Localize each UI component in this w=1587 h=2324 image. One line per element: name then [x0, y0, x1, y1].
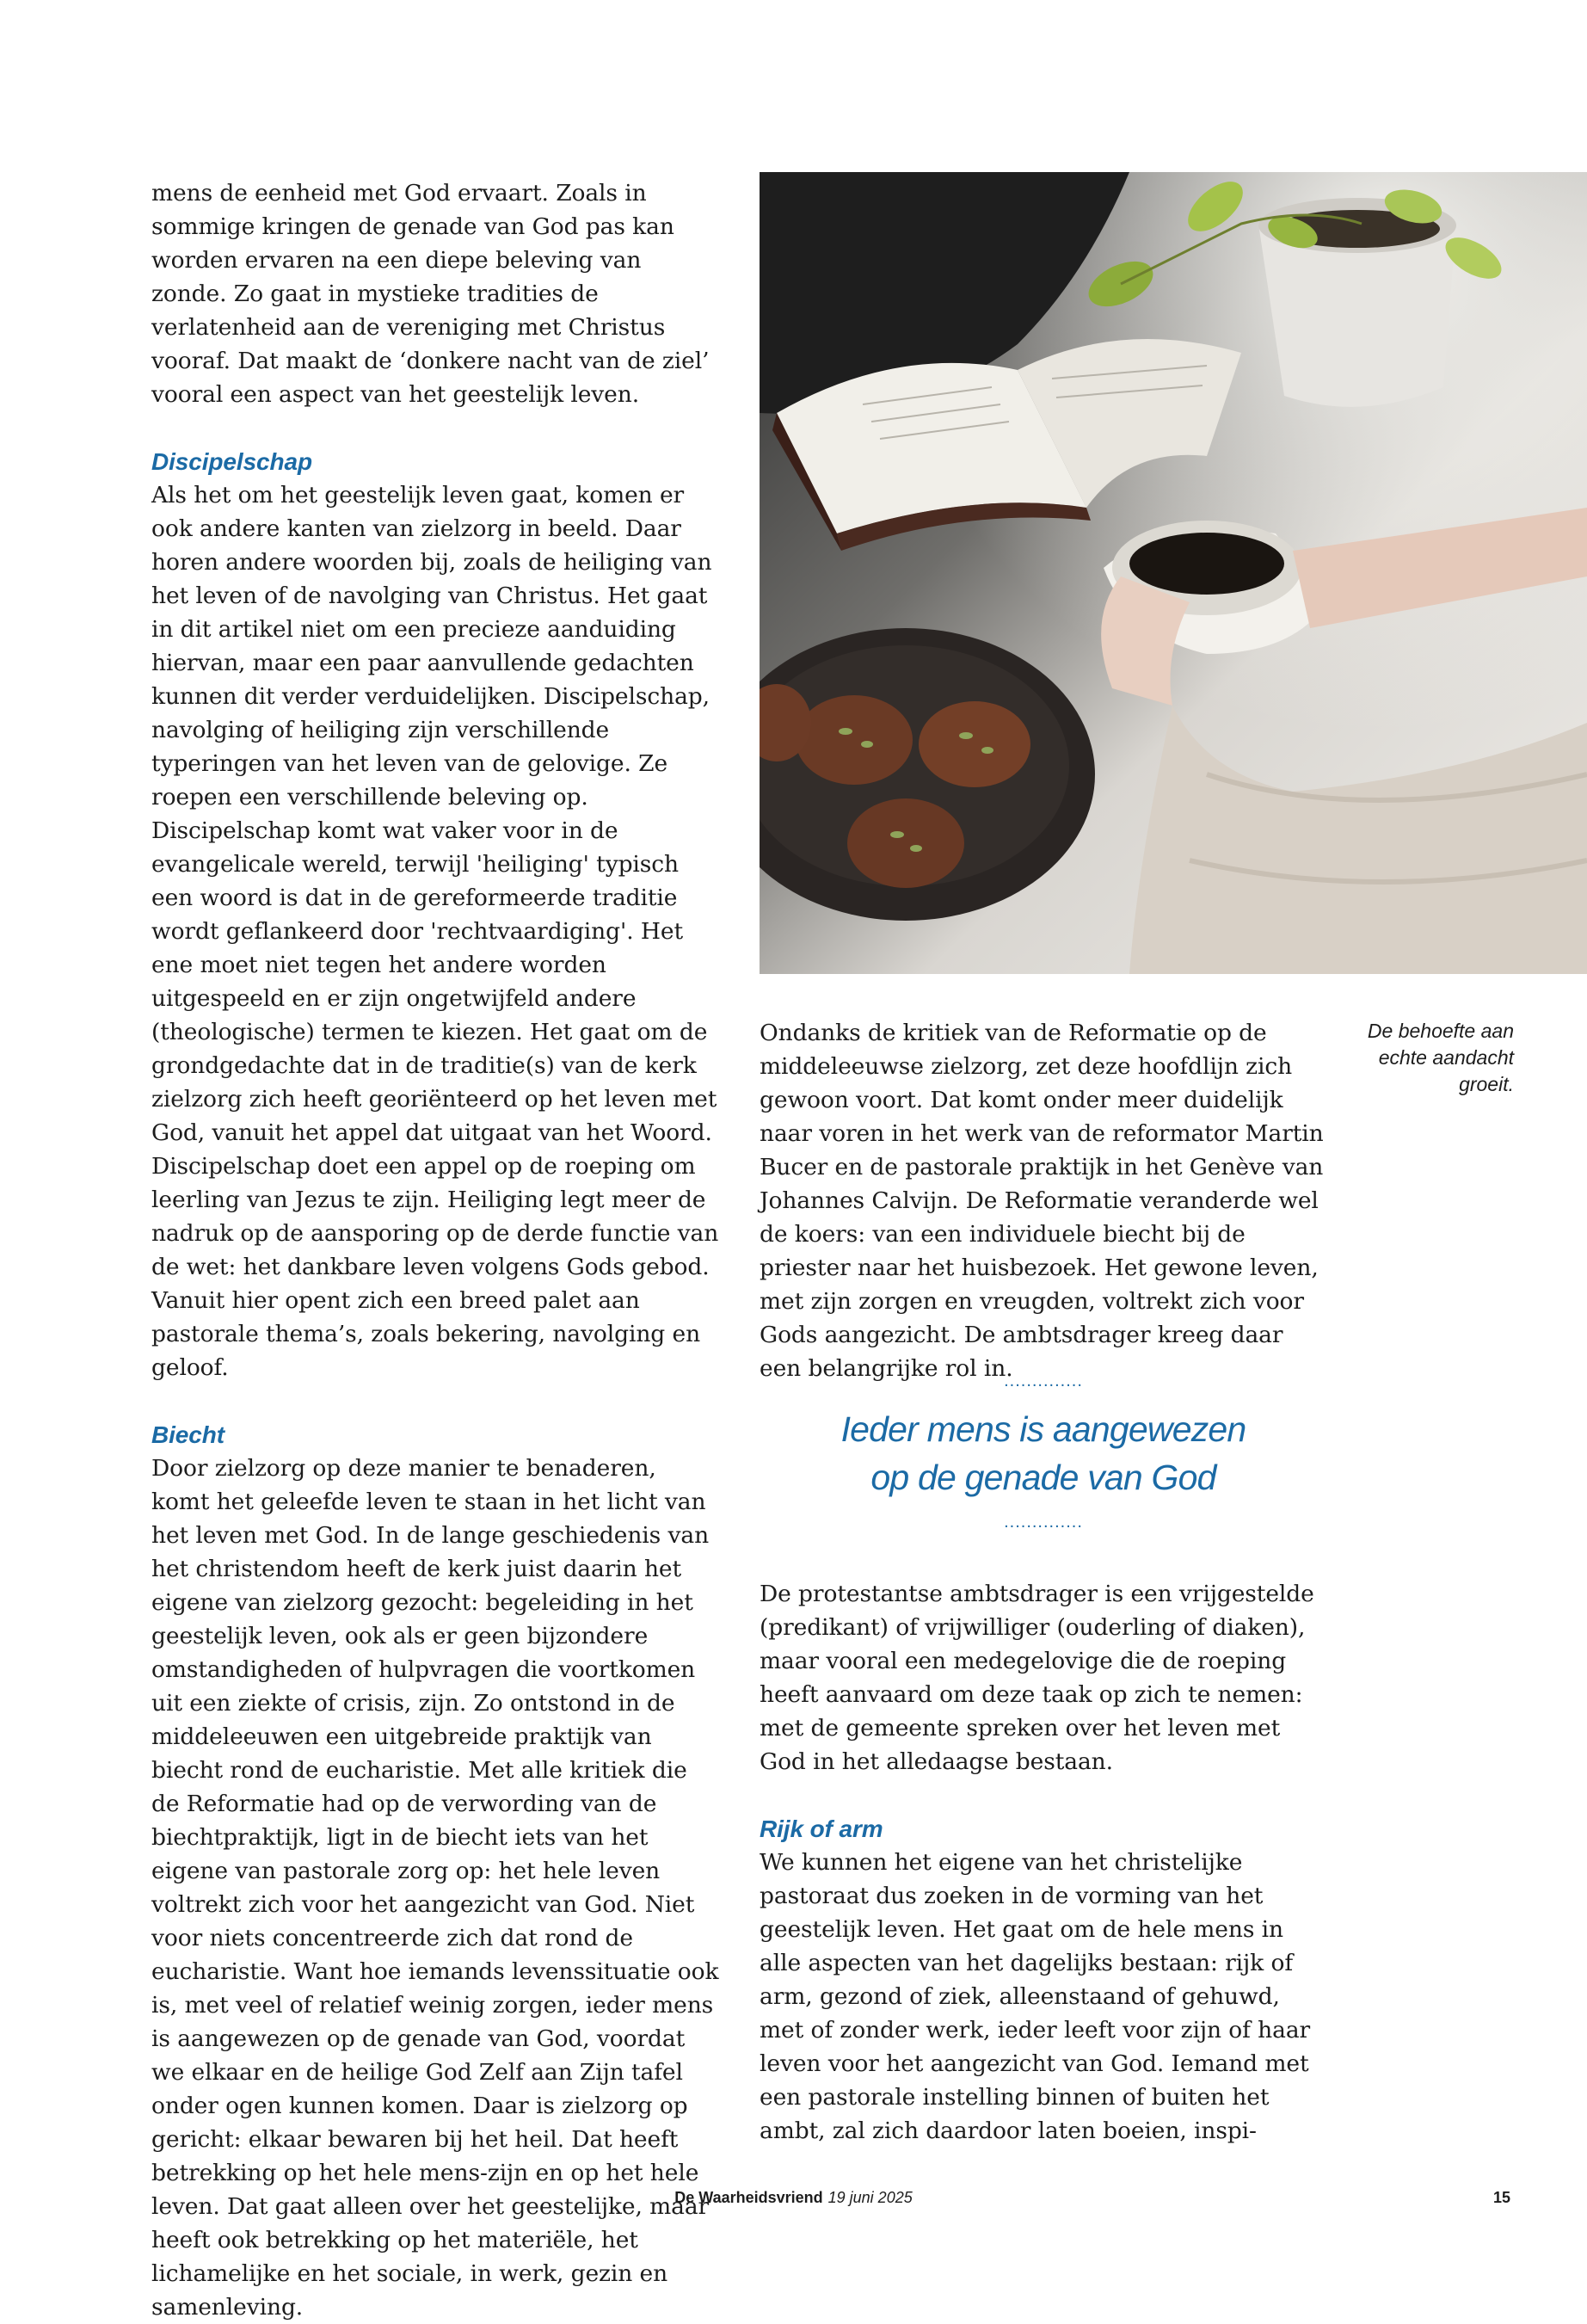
caption-line: groeit.: [1459, 1073, 1514, 1095]
caption-line: echte aandacht: [1378, 1046, 1514, 1069]
rijk-of-arm-paragraph: We kunnen het eigene van het christelijke pastoraat dus zoeken in de vorming van het geestelijk leven. Het gaat om de hele mens in alle aspecten van het dagelijks bestaan: rijk of arm, gezond of ziek, alleenstaand of gehuwd, met of zonder werk, ieder leeft voor zijn of haar leven voor het aangezicht van God. Iemand met een pastorale instelling binnen of buiten het ambt, zal zich daardoor laten boeien, inspi-: [760, 1849, 1311, 2144]
left-column: [151, 176, 719, 2324]
pull-quote-divider-bottom: ..............: [1004, 1513, 1083, 1532]
footer-publication: [0, 2189, 1587, 2207]
reformatie-paragraph: Ondanks de kritiek van de Reformatie op de middeleeuwse zielzorg, zet deze hoofdlijn zich gewoon voort. Dat komt onder meer duidelijk naar voren in het werk van de reformator Martin Bucer en de pastorale praktijk in het Genève van Johannes Calvijn. De Reformatie veranderde wel de koers: van een individuele biecht bij de priester naar het huisbezoek. Het gewone leven, met zijn zorgen en vreugden, voltrekt zich voor Gods aangezicht. De ambtsdrager kreeg daar een belangrijke rol in.: [760, 1020, 1324, 1382]
ambtsdrager-paragraph: De protestantse ambtsdrager is een vrijgestelde (predikant) of vrijwilliger (ouderling of diaken), maar vooral een medegelovige die de roeping heeft aanvaard om deze taak op zich te nemen: met de gemeente spreken over het leven met God in het alledaagse bestaan.: [760, 1581, 1314, 1775]
pull-quote: [760, 1372, 1327, 1531]
page-number: 15: [1492, 2189, 1510, 2206]
issue-date: 19 juni 2025: [827, 2189, 913, 2206]
intro-paragraph: mens de eenheid met God ervaart. Zoals in sommige kringen de genade van God pas kan worden ervaren na een diepe beleving van zonde. Zo gaat in mystieke tradities de verlatenheid aan de vereniging met Christus vooraf. Dat maakt de ‘donkere nacht van de ziel’ vooral een aspect van het geestelijk leven.: [151, 180, 710, 408]
page-footer: [0, 2189, 1587, 2215]
pull-quote-divider-top: ..............: [1004, 1372, 1083, 1390]
heading-discipelschap: Discipelschap: [151, 448, 313, 475]
right-column-top: [760, 1016, 1327, 1385]
heading-biecht: Biecht: [151, 1421, 225, 1448]
article-photo: [760, 172, 1587, 974]
caption-line: De behoefte aan: [1367, 1020, 1514, 1042]
magazine-name: De Waarheidsvriend: [674, 2189, 823, 2206]
photo-caption: [1342, 1018, 1514, 1098]
right-column-bottom: [760, 1577, 1327, 2148]
pull-quote-line: op de genade van God: [870, 1458, 1216, 1497]
biecht-paragraph: Door zielzorg op deze manier te benaderen, komt het geleefde leven te staan in het licht van het leven met God. In de lange geschiedenis van het christendom heeft de kerk juist daarin het eigene van zielzorg gezocht: begeleiding in het geestelijk leven, ook als er geen bijzondere omstandigheden of hulpvragen die voortkomen uit een ziekte of crisis, zijn. Zo ontstond in de middeleeuwen een uitgebreide praktijk van biecht rond de eucharistie. Met alle kritiek die de Reformatie had op de verwording van de biechtpraktijk, ligt in de biecht iets van het eigene van pastorale zorg op: het hele leven voltrekt zich voor het aangezicht van God. Niet voor niets concentreerde zich dat rond de eucharistie. Want hoe iemands levenssituatie ook is, met veel of relatief weinig zorgen, ieder mens is aangewezen op de genade van God, voordat we elkaar en de heilige God Zelf aan Zijn tafel onder ogen kunnen komen. Daar is zielzorg op gericht: elkaar bewaren bij het heil. Dat heeft betrekking op het hele mens-zijn en op het hele leven. Dat gaat alleen over het geestelijke, maar heeft ook betrekking op het materiële, het lichamelijke en het sociale, in werk, gezin en samenleving.: [151, 1455, 719, 2321]
heading-rijk-of-arm: Rijk of arm: [760, 1815, 883, 1842]
discipelschap-paragraph: Als het om het geestelijk leven gaat, komen er ook andere kanten van zielzorg in beeld. Daar horen andere woorden bij, zoals de heiliging van het leven of de navolging van Christus. Het gaat in dit artikel niet om een precieze aanduiding hiervan, maar een paar aanvullende gedachten kunnen dit verder verduidelijken. Discipelschap, navolging of heiliging zijn verschillende typeringen van het leven van de gelovige. Ze roepen een verschillende beleving op. Discipelschap komt wat vaker voor in de evangelicale wereld, terwijl 'heiliging' typisch een woord is dat in de gereformeerde traditie wordt geflankeerd door 'rechtvaardiging'. Het ene moet niet tegen het andere worden uitgespeeld en er zijn ongetwijfeld andere (theologische) termen te kiezen. Het gaat om de grondgedachte dat in de traditie(s) van de kerk zielzorg zich heeft georiënteerd op het leven met God, vanuit het appel dat uitgaat van het Woord. Discipelschap doet een appel op de roeping om leerling van Jezus te zijn. Heiliging legt meer de nadruk op de aansporing op de derde functie van de wet: het dankbare leven volgens Gods gebod. Vanuit hier opent zich een breed palet aan pastorale thema’s, zoals bekering, navolging en geloof.: [151, 482, 719, 1381]
pull-quote-line: Ieder mens is aangewezen: [840, 1409, 1246, 1449]
photo-illustration: [760, 172, 1587, 974]
